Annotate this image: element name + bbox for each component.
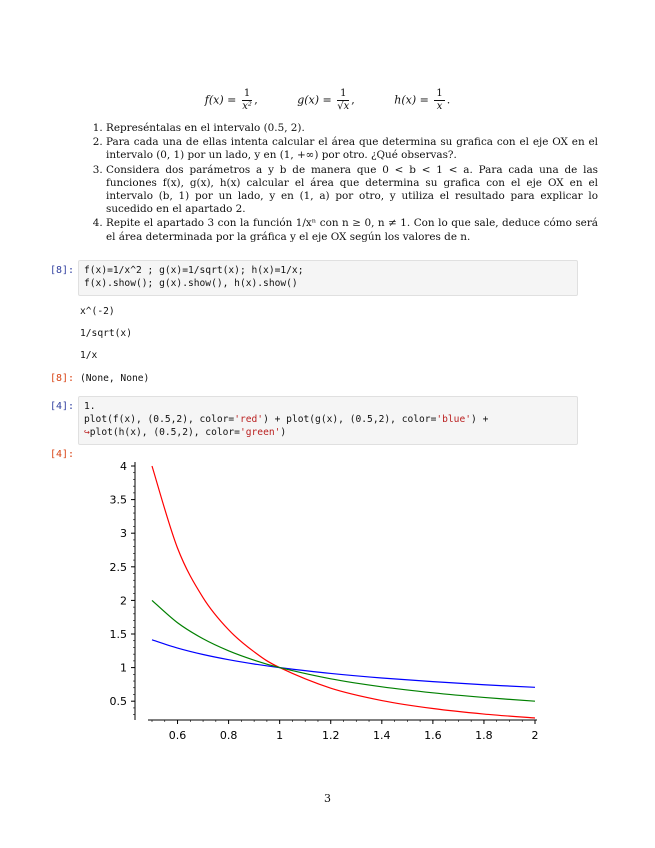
y-tick-label: 1 <box>120 661 127 675</box>
series-line-008000 <box>152 600 535 701</box>
line-continuation-icon: ↪ <box>84 427 90 438</box>
x-tick-label: 0.8 <box>219 729 238 742</box>
y-tick-label: 0.5 <box>109 695 127 709</box>
cell2-code-input[interactable] <box>78 396 578 445</box>
y-tick-label: 1.5 <box>109 628 127 641</box>
series-line-0000ff <box>152 640 535 688</box>
x-tick-label: 1 <box>276 729 284 742</box>
cell1-code-line: f(x)=1/x^2 ; g(x)=1/sqrt(x); h(x)=1/x; <box>84 265 304 276</box>
cell2-code-line: 1. <box>84 401 96 412</box>
function-plot <box>90 455 560 750</box>
task-item: 3. Considera dos parámetros a y b de manera que 0 < b < 1 < a. Para cada una de las funciones f(x), g(x), h(x) calcular el área que determina su grafica con el eje OX en el intervalo (b, 1) por un lado, y en (1, a) por otro, y utiliza el resultado para explicar lo sucedido en el apartado 2. <box>106 164 598 217</box>
cell2-code-line: ↪plot(h(x), (0.5,2), color='green') <box>84 427 287 438</box>
y-tick-label: 2 <box>120 594 127 608</box>
cell1-result: (None, None) <box>80 373 150 384</box>
cell1-output-line: 1/x <box>80 350 98 361</box>
cell2-code-line: plot(f(x), (0.5,2), color='red') + plot(g(x), (0.5,2), color='blue') + <box>84 414 489 425</box>
page-number: 3 <box>324 792 331 805</box>
f-definition: f(x) = $\frac{1}{\text{x²}}$ , <box>204 88 258 112</box>
task-list <box>88 122 598 245</box>
cell1-output-prompt: [8]: <box>50 373 75 384</box>
g-definition: g(x) = $\frac{1}{√x}$ , <box>297 88 355 112</box>
x-tick-label: 1.4 <box>373 729 391 742</box>
x-tick-label: 1.8 <box>475 729 493 742</box>
x-tick-label: 0.6 <box>168 729 187 742</box>
cell1-code-line: f(x).show(); g(x).show(), h(x).show() <box>84 278 298 289</box>
cell1-output-line: x^(-2) <box>80 306 115 317</box>
y-tick-label: 3 <box>120 527 127 541</box>
function-definitions <box>0 88 655 113</box>
y-tick-label: 2.5 <box>109 560 127 574</box>
task-item: 4. Repite el apartado 3 con la función 1/xⁿ con n ≥ 0, n ≠ 1. Con lo que sale, deduce cómo será el área determinada por la gráfica y el eje OX según los valores de n. <box>106 217 598 243</box>
x-tick-label: 2 <box>531 729 539 742</box>
y-tick-label: 4 <box>120 460 127 473</box>
x-tick-label: 1.2 <box>321 729 340 742</box>
series-line-ff0000 <box>152 466 535 718</box>
cell1-input-prompt: [8]: <box>50 265 75 276</box>
cell1-output-line: 1/sqrt(x) <box>80 328 132 339</box>
x-tick-label: 1.6 <box>424 729 442 742</box>
h-definition: h(x) = $\frac{1}{x}$ . <box>394 88 451 112</box>
y-tick-label: 3.5 <box>109 493 127 507</box>
cell2-input-prompt: [4]: <box>50 401 75 412</box>
task-item: 1. Represéntalas en el intervalo (0.5, 2). <box>106 122 598 135</box>
task-item: 2. Para cada una de ellas intenta calcular el área que determina su grafica con el eje OX en el intervalo (0, 1) por un lado, y en (1, +∞) por otro. ¿Qué observas?. <box>106 136 598 162</box>
cell1-code-input[interactable] <box>78 260 578 296</box>
cell2-output-prompt: [4]: <box>50 449 75 460</box>
